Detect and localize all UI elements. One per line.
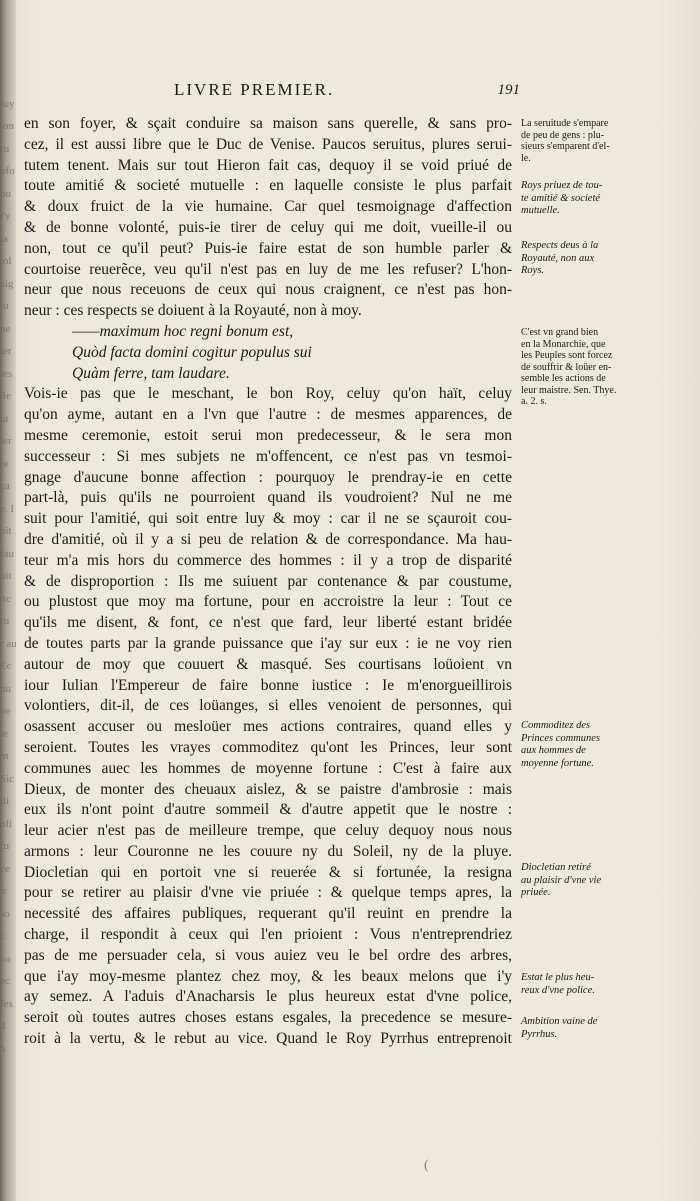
text-line: Diocletian qui en portoit vne si reuerée & si fortunée, la resigna [24, 863, 512, 881]
bleed-fragment: Ec [0, 660, 12, 672]
text-line: en son foyer, & sçait conduire sa maison sans querelle, & sans pro- [24, 115, 512, 132]
folio-number: 191 [497, 82, 520, 98]
text-line: & de disproportion : Ils me suiuent par contenance & par coustume, [24, 572, 512, 590]
text-line: gnage d'aucune bonne affection : pourquoy le prendray-ie en cette [24, 468, 512, 486]
text-line: ——maximum hoc regni bonum est, [72, 322, 294, 340]
text-line: non, tout ce qu'il peut? Puis-ie faire estat de son humble parler & [24, 239, 512, 257]
main-text-block [24, 114, 512, 1050]
margin-note-line: te amitié & societé [521, 192, 601, 204]
bleed-fragment: pa [0, 952, 11, 965]
bleed-fragment: fu [0, 840, 10, 852]
text-line: iour Iulian l'Empereur de faire bonne iustice : Ie m'enorgueillirois [24, 676, 512, 694]
text-line: cez, il est aussi libre que le Duc de Venise. Paucos seruitus, plures serui- [24, 135, 512, 153]
latin-quotation [72, 322, 512, 384]
margin-note-line: leur maistre. Sen. Thye. [521, 384, 617, 396]
bleed-fragment: nu [0, 682, 11, 695]
bleed-through-text [0, 70, 18, 1070]
bleed-fragment: m [0, 750, 9, 762]
text-line: dre d'amitié, où il y a si peu de relation & de correspondance. Ma hau- [24, 530, 512, 548]
text-line: suit pour l'amitié, qui soit entre luy & moy : car il ne se sçauroit cou- [24, 510, 512, 528]
bleed-fragment: re [0, 457, 9, 470]
text-line: volontiers, dit-il, de ces loüanges, si elles venoient de personnes, qui [24, 697, 512, 715]
text-line: qu'on ayme, autant en a l'vn que l'autre : de mesmes apparences, de [24, 406, 512, 424]
text-line: de toutes parts par la grande puissance que i'ay sur eux : ie ne voy rien [24, 634, 512, 652]
margin-note [521, 240, 631, 278]
margin-note [521, 180, 631, 218]
bleed-fragment: nfi [0, 817, 13, 830]
bleed-fragment: oit [0, 525, 12, 537]
text-line: qu'ils me disent, & font, ce n'est que fard, leur liberté estant bridée [24, 614, 512, 632]
bleed-fragment: so [0, 907, 10, 920]
bleed-fragment: Sic [0, 772, 15, 785]
text-line: que i'ay moy-mesme plantez chez moy, & les beaux melons que i'y [24, 967, 512, 985]
bleed-fragment: aig [0, 277, 14, 290]
margin-note-line: Princes communes [521, 732, 601, 744]
margin-note-line: Commoditez des [521, 720, 591, 731]
bleed-fragment: ne [0, 705, 11, 717]
text-line: neur que nous receuons de ceux qui nous craignent, ce n'est pas hon- [24, 281, 512, 299]
bleed-fragment: ion [0, 120, 15, 132]
margin-note-line: a. 2. s. [521, 396, 547, 407]
margin-note [521, 972, 631, 997]
margin-note-line: au plaisir d'vne vie [521, 874, 602, 886]
text-line: seroient. Toutes les vrayes commoditez qu'ont les Princes, leur sont [24, 738, 512, 756]
text-line: armons : leur Couronne ne les couure ny du Soleil, ny de la pluye. [24, 842, 512, 860]
text-line: necessité des affaires publiques, requerant qu'il reuint en prendre la [24, 905, 512, 923]
bleed-fragment: iu [0, 300, 9, 312]
bleed-fragment: ec [0, 975, 10, 987]
bleed-fragment: ca [0, 480, 10, 492]
margin-note-line: Pyrrhus. [521, 1028, 558, 1040]
bleed-fragment: oit [0, 570, 12, 582]
text-line: courtoise reuerẽce, veu qu'il n'est pas en luy de me les refuser? L'hon- [24, 260, 512, 278]
text-line: osassent accuser ou mesloüer mes actions contraires, quand elles y [24, 718, 512, 736]
margin-note-line: les Peuples sont forcez [521, 350, 613, 361]
margin-note-line: Diocletian retiré [521, 862, 591, 873]
bleed-fragment: fau [0, 547, 15, 560]
margin-note-line: Ambition vaine de [521, 1016, 598, 1027]
running-title: LIVRE PREMIER. [174, 80, 335, 99]
margin-note-line: mutuelle. [521, 205, 560, 216]
bleed-fragment: b [0, 1042, 6, 1055]
margin-note-line: Roys priuez de tou- [521, 180, 603, 191]
bleed-fragment: ofo [0, 165, 15, 177]
text-line: charge, il respondit à ceux qui l'en prioient : Vous n'entreprendriez [24, 926, 512, 944]
text-line: ou plustost que moy ma fortune, pour en accroistre la leur : Tout ce [24, 593, 512, 611]
margin-note [521, 327, 631, 408]
margin-note [521, 1016, 631, 1041]
bleed-fragment: ru [0, 142, 10, 155]
bleed-fragment: la [0, 232, 8, 245]
margin-note-line: Royauté, non aux [521, 252, 595, 264]
text-line: mesme ceremonie, estoit serui mon predecesseur, & le sera mon [24, 426, 512, 444]
bleed-fragment: ler [0, 435, 12, 447]
bleed-fragment: ili [0, 795, 10, 807]
text-line: toute amitié & societé mutuelle : en laquelle consiste le plus parfait [24, 177, 512, 195]
text-line: teur m'a mis hors du commerce des hommes : il y a trop de disparité [24, 551, 512, 569]
text-line: & doux fruict de la vie humaine. Car quel tesmoignage d'affection [24, 198, 512, 216]
margin-note-line: aux hommes de [521, 745, 586, 756]
paragraph-2 [24, 384, 512, 1050]
margin-note-line: Estat le plus heu- [521, 972, 595, 983]
bleed-fragment: ne [0, 322, 11, 335]
bleed-fragment: ies [0, 367, 13, 380]
bleed-fragment: ir [0, 885, 7, 897]
text-line: part-là, puis qu'ils ne pourroient quand ils voudroient? Nul ne me [24, 489, 512, 507]
page-mark: ( [424, 1158, 429, 1173]
text-line: Quòd facta domini cogitur populus sui [72, 343, 312, 361]
margin-note-line: Roys. [521, 265, 545, 276]
margin-note-line: priuée. [521, 887, 551, 898]
margin-note-line: sieurs s'emparent d'el- [521, 141, 610, 152]
bleed-fragment: e. I [0, 502, 15, 515]
text-line: communes auec les hommes de moyenne fortune : C'est à faire aux [24, 759, 512, 777]
margin-note [521, 720, 631, 770]
bleed-fragment: c [0, 930, 5, 942]
text-line: ay semez. A l'aduis d'Anacharsis le plus heureux estat d'vne police, [24, 988, 512, 1006]
margin-note [521, 862, 631, 900]
margin-note-line: C'est vn grand bien [521, 327, 599, 338]
bleed-fragment: ier [0, 345, 12, 357]
bleed-fragment: ile [0, 390, 11, 402]
bleed-fragment: ie [0, 727, 8, 740]
margin-note-line: moyenne fortune. [521, 757, 594, 769]
text-line: autour de moy que couuert & masqué. Ses courtisans loüoient vn [24, 655, 512, 673]
text-line: & de bonne volonté, puis-ie tirer de celuy qui me doit, vueille-il ou [24, 218, 512, 236]
bleed-fragment: fuy [0, 97, 15, 110]
bleed-fragment: i [0, 75, 4, 87]
margin-note-line: Respects deus à la [521, 240, 599, 251]
margin-note-line: en la Monarchie, que [521, 338, 606, 350]
margin-note [521, 118, 631, 164]
bleed-fragment: r au [0, 637, 17, 650]
paragraph-1 [24, 114, 512, 322]
text-line: leur acier n'est pas de meilleure trempe, que celuy dequoy nous nous [24, 822, 512, 840]
text-line: eux ils n'ont point d'autre sommeil & d'autre appetit que le nostre : [24, 801, 512, 819]
bleed-fragment: itc [0, 592, 11, 605]
text-line: Dieux, de monter des cheuaux aislez, & se paistre d'ambrosie : mais [24, 780, 512, 798]
text-line: successeur : Si mes subjets ne m'offencent, ce n'est pas vn tesmoi- [24, 447, 512, 465]
bleed-fragment: ce [0, 862, 10, 875]
text-line: Vois-ie pas que le meschant, le bon Roy, celuy qu'on haït, celuy [24, 385, 512, 403]
bleed-fragment: i'y [0, 210, 11, 222]
page-header [24, 80, 520, 102]
bleed-fragment: ut [0, 412, 9, 425]
bleed-fragment: d [0, 1020, 6, 1032]
text-line: pour se retirer au plaisir d'vne vie priuée : & quelque temps apres, la [24, 884, 512, 902]
bleed-fragment: ou [0, 187, 11, 200]
margin-note-line: de peu de gens : plu- [521, 129, 605, 141]
text-line: tutem tenent. Mais sur tout Hieron fait cas, dequoy il se void priué de [24, 156, 512, 174]
bleed-fragment: fes [0, 997, 13, 1010]
margin-note-line: La seruitude s'empare [521, 118, 609, 129]
margin-note-line: le. [521, 152, 531, 164]
text-line: pas de me persuader cela, si vous auiez veu le bel ordre des arbres, [24, 946, 512, 964]
text-line: Quàm ferre, tam laudare. [72, 364, 230, 382]
margin-note-line: reux d'vne police. [521, 984, 595, 996]
text-line: roit à la vertu, & le rebut au vice. Quand le Roy Pyrrhus entreprenoit [24, 1030, 512, 1048]
bleed-fragment: tol [0, 255, 12, 267]
margin-note-line: de souffrir & loüer en- [521, 361, 612, 373]
text-line: neur : ces respects se doiuent à la Royauté, non à moy. [24, 302, 362, 320]
margin-note-line: semble les actions de [521, 373, 606, 384]
text-line: seroit où toutes autres choses estans esgales, la precedence se mesure- [24, 1009, 512, 1027]
bleed-fragment: ru [0, 615, 10, 627]
